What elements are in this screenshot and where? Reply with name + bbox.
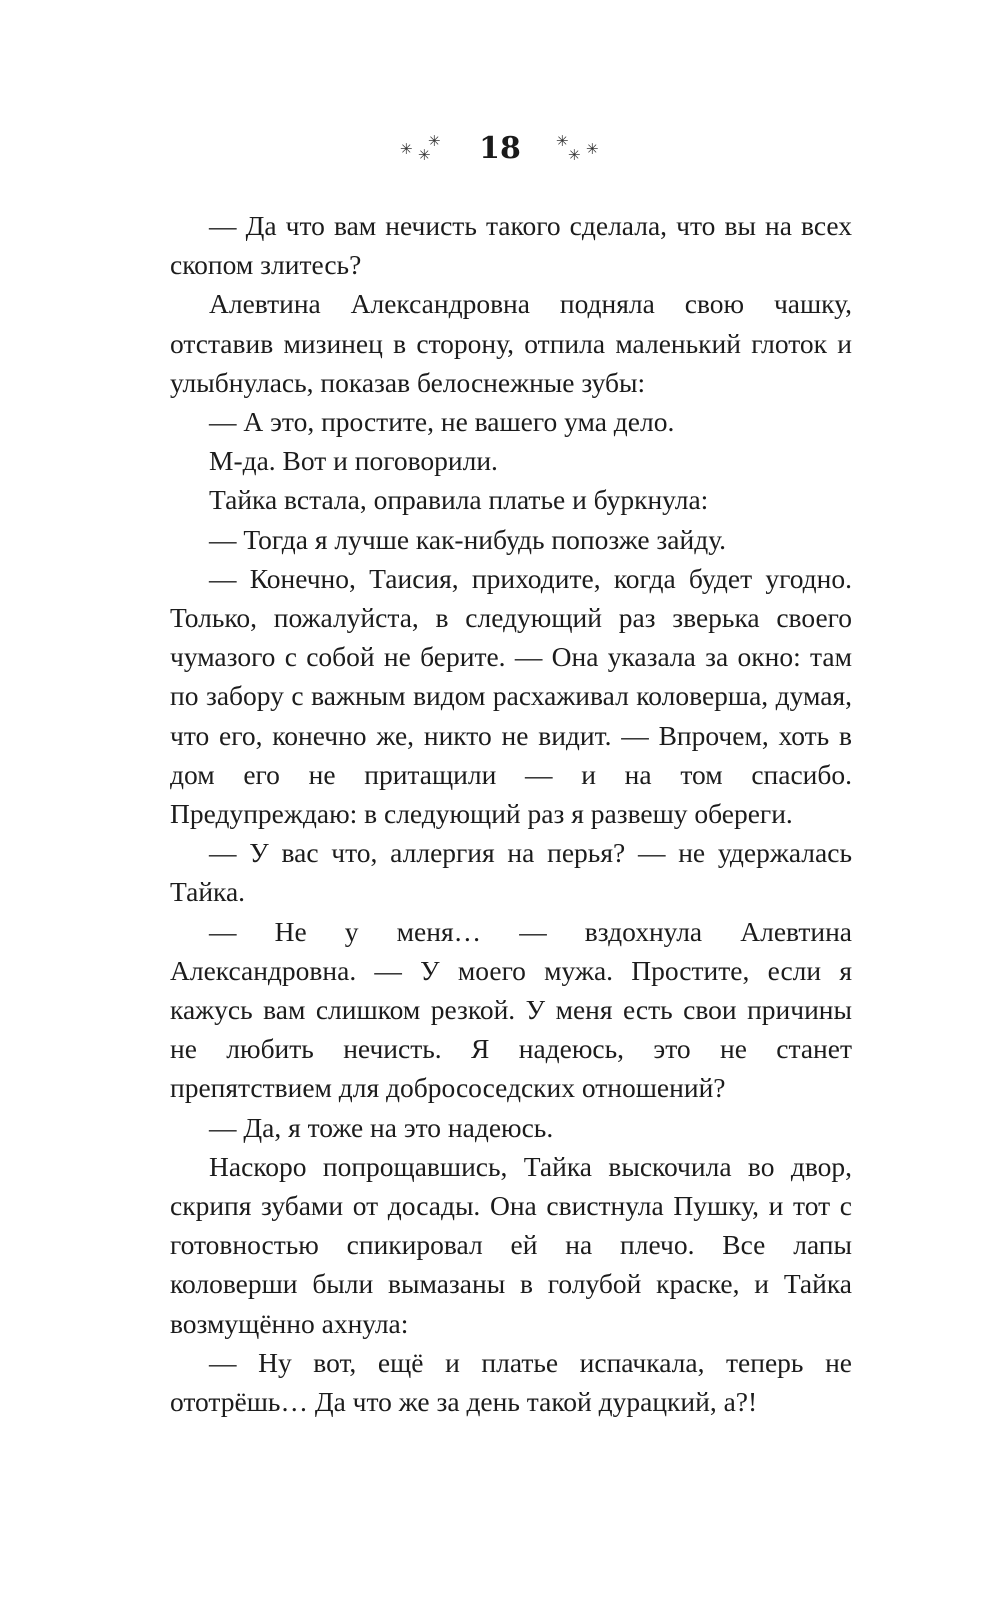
paragraph: — Ну вот, ещё и платье испачкала, теперь не ототрёшь… Да что же за день такой дурацкий, а?! [170, 1346, 852, 1418]
paragraph: — Да, я тоже на это надеюсь. [209, 1111, 554, 1143]
paragraph: Тайка встала, оправила платье и буркнула: [209, 484, 709, 516]
star-icon: ✳ [418, 146, 431, 164]
body-text [170, 206, 852, 1421]
paragraph: — Да что вам нечисть такого сделала, что вы на всех скопом злитесь? [170, 210, 852, 281]
star-icon: ✳ [585, 140, 599, 158]
left-stars-ornament [396, 128, 448, 168]
page-number: 18 [479, 130, 521, 166]
star-icon: ✳ [400, 140, 413, 158]
star-icon: ✳ [428, 132, 441, 150]
paragraph: — Не у меня… — вздохнула Алевтина Александровна. — У моего мужа. Простите, если я кажусь вам слишком резкой. У меня есть свои причины не любить нечисть. Я надеюсь, это не станет препятствием для добрососедских отношений? [170, 915, 852, 1104]
right-stars-ornament [552, 128, 604, 168]
paragraph: — Конечно, Таисия, приходите, когда будет угодно. Только, пожалуйста, в следующий раз зверька своего чумазого с собой не берите. — Она указала за окно: там по забору с важным видом расхаживал коловерша, думая, что его, конечно же, никто не видит. — Впрочем, хоть в дом его не притащили — и на том спасибо. Предупреждаю: в следующий раз я развешу обереги. [170, 562, 852, 830]
paragraph: — А это, простите, не вашего ума дело. [209, 406, 675, 438]
star-icon: ✳ [567, 146, 581, 164]
star-icon: ✳ [555, 132, 569, 150]
page-header [0, 128, 1000, 168]
paragraph: — У вас что, аллергия на перья? — не удержалась Тайка. [170, 837, 852, 908]
paragraph: Наскоро попрощавшись, Тайка выскочила во двор, скрипя зубами от досады. Она свистнула Пушку, и тот с готовностью спикировал ей на плечо. Все лапы коловерши были вымазаны в голубой краске, и Тайка возмущённо ахнула: [170, 1150, 852, 1339]
paragraph: Алевтина Александровна подняла свою чашку, отставив мизинец в сторону, отпила маленький глоток и улыбнулась, показав белоснежные зубы: [170, 288, 852, 398]
paragraph: — Тогда я лучше как-нибудь попозже зайду. [209, 523, 727, 555]
paragraph: М-да. Вот и поговорили. [209, 445, 498, 477]
